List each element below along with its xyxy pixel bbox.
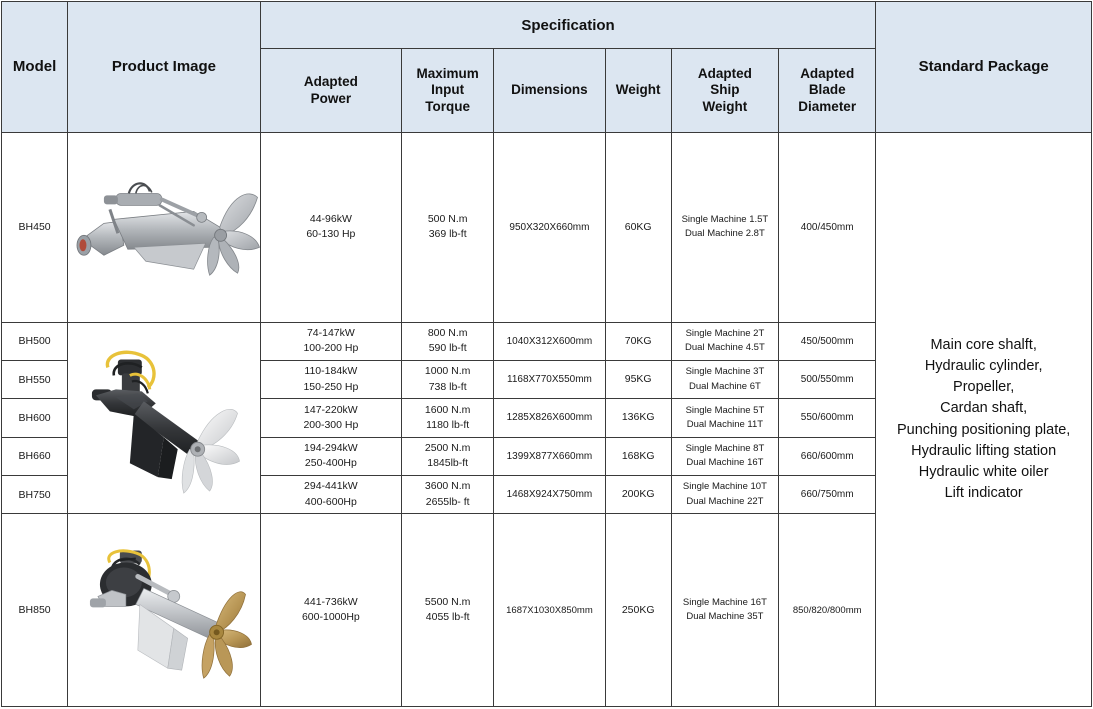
cell-max-input-torque [402, 360, 494, 398]
power-hp: 600-1000Hp [301, 611, 360, 624]
cell-adapted-power [260, 399, 401, 437]
cell-model: BH500 [2, 322, 68, 360]
cell-adapted-power [260, 437, 401, 475]
power-kw: 147-220kW [304, 403, 358, 416]
header-adapted-power [260, 49, 401, 133]
header-weight: Weight [605, 49, 671, 133]
torque-nm: 1600 N.m [424, 403, 471, 416]
power-hp: 400-600Hp [304, 495, 357, 508]
cell-model: BH750 [2, 475, 68, 513]
torque-lbft: 1180 lb-ft [426, 418, 470, 431]
power-kw: 110-184kW [304, 365, 358, 378]
list-item: Hydraulic lifting station [911, 442, 1057, 459]
torque-nm: 2500 N.m [424, 442, 471, 455]
ship-weight-single: Single Machine 8T [685, 443, 765, 454]
cell-blade-diameter: 850/820/800mm [779, 514, 876, 707]
header-dimensions: Dimensions [494, 49, 605, 133]
torque-lbft: 738 lb-ft [428, 380, 467, 393]
cell-dimensions: 1285X826X600mm [494, 399, 605, 437]
cell-adapted-power [260, 322, 401, 360]
header-ship-weight-line2: Ship [710, 82, 740, 98]
list-item: Hydraulic cylinder, [924, 358, 1043, 375]
header-specification: Specification [260, 2, 876, 49]
cell-blade-diameter: 400/450mm [779, 133, 876, 323]
ship-weight-single: Single Machine 2T [685, 328, 765, 340]
cell-adapted-ship-weight [671, 514, 778, 707]
cell-adapted-ship-weight [671, 133, 778, 323]
cell-dimensions: 1687X1030X850mm [494, 514, 605, 707]
ship-weight-dual: Dual Machine 22T [686, 495, 764, 507]
cell-blade-diameter: 500/550mm [779, 360, 876, 398]
header-adapted-power-line2: Power [310, 90, 352, 106]
cell-dimensions: 1468X924X750mm [494, 475, 605, 513]
cell-adapted-ship-weight [671, 399, 778, 437]
torque-lbft: 4055 lb-ft [425, 611, 470, 624]
header-max-input-torque-line2: Input [431, 82, 465, 98]
ship-weight-single: Single Machine 3T [685, 366, 765, 378]
cell-adapted-power [260, 133, 401, 323]
ship-weight-single: Single Machine 5T [685, 404, 765, 416]
cell-adapted-ship-weight [671, 360, 778, 398]
torque-nm: 1000 N.m [424, 365, 471, 378]
ship-weight-dual: Dual Machine 35T [686, 611, 764, 623]
cell-weight: 60KG [605, 133, 671, 323]
cell-model: BH850 [2, 514, 68, 707]
bh500-750-surface-drive-icon [68, 323, 260, 514]
cell-product-image [68, 322, 261, 514]
cell-product-image [68, 514, 261, 707]
torque-nm: 800 N.m [427, 327, 468, 340]
power-kw: 194-294kW [304, 442, 358, 455]
ship-weight-dual: Dual Machine 16T [686, 457, 764, 469]
cell-weight: 70KG [605, 322, 671, 360]
list-item: Cardan shaft, [940, 400, 1028, 417]
header-model: Model [2, 2, 68, 133]
header-adapted-power-line1: Adapted [303, 74, 358, 90]
cell-max-input-torque [402, 514, 494, 707]
bh850-surface-drive-icon [68, 514, 260, 706]
ship-weight-single: Single Machine 16T [682, 596, 767, 608]
header-blade-diameter-line3: Diameter [798, 98, 857, 114]
header-ship-weight-line3: Weight [702, 98, 748, 114]
ship-weight-dual: Dual Machine 11T [686, 418, 764, 430]
cell-adapted-power [260, 514, 401, 707]
header-ship-weight-line1: Adapted [697, 65, 752, 81]
cell-dimensions: 950X320X660mm [494, 133, 605, 323]
cell-adapted-power [260, 475, 401, 513]
cell-max-input-torque [402, 437, 494, 475]
cell-max-input-torque [402, 133, 494, 323]
torque-nm: 500 N.m [427, 213, 468, 226]
header-product-image: Product Image [68, 2, 261, 133]
header-adapted-blade-diameter [779, 49, 876, 133]
cell-adapted-power [260, 360, 401, 398]
header-max-input-torque-line1: Maximum [416, 65, 479, 81]
cell-weight: 250KG [605, 514, 671, 707]
cell-model: BH450 [2, 133, 68, 323]
torque-lbft: 2655lb- ft [425, 495, 470, 508]
power-hp: 150-250 Hp [303, 380, 359, 393]
cell-model: BH600 [2, 399, 68, 437]
cell-product-image [68, 133, 261, 323]
ship-weight-dual: Dual Machine 2.8T [685, 228, 765, 240]
cell-weight: 200KG [605, 475, 671, 513]
torque-nm: 5500 N.m [424, 595, 471, 608]
list-item: Punching positioning plate, [897, 421, 1071, 438]
power-hp: 100-200 Hp [303, 342, 359, 355]
power-kw: 74-147kW [306, 327, 355, 340]
power-hp: 200-300 Hp [303, 418, 359, 431]
list-item: Hydraulic white oiler [918, 463, 1049, 480]
cell-blade-diameter: 450/500mm [779, 322, 876, 360]
ship-weight-single: Single Machine 1.5T [681, 214, 769, 226]
cell-max-input-torque [402, 322, 494, 360]
cell-model: BH660 [2, 437, 68, 475]
cell-standard-package [876, 133, 1092, 707]
cell-adapted-ship-weight [671, 475, 778, 513]
table-body [2, 133, 1092, 707]
header-adapted-ship-weight [671, 49, 778, 133]
cell-blade-diameter: 550/600mm [779, 399, 876, 437]
bh450-surface-drive-icon [68, 133, 260, 322]
table-row [2, 133, 1092, 323]
header-standard-package: Standard Package [876, 2, 1092, 133]
power-kw: 44-96kW [309, 213, 352, 226]
torque-nm: 3600 N.m [424, 480, 471, 493]
power-kw: 294-441kW [304, 480, 358, 493]
cell-dimensions: 1168X770X550mm [494, 360, 605, 398]
cell-weight: 95KG [605, 360, 671, 398]
torque-lbft: 590 lb-ft [428, 342, 467, 355]
cell-adapted-ship-weight [671, 437, 778, 475]
cell-max-input-torque [402, 475, 494, 513]
power-hp: 60-130 Hp [306, 228, 356, 241]
header-blade-diameter-line1: Adapted [800, 65, 855, 81]
standard-package-list [876, 335, 1091, 504]
torque-lbft: 369 lb-ft [428, 228, 467, 241]
header-row-top [2, 2, 1092, 49]
torque-lbft: 1845lb-ft [427, 457, 469, 470]
header-blade-diameter-line2: Blade [808, 82, 846, 98]
cell-dimensions: 1399X877X660mm [494, 437, 605, 475]
cell-model: BH550 [2, 360, 68, 398]
cell-dimensions: 1040X312X600mm [494, 322, 605, 360]
cell-weight: 168KG [605, 437, 671, 475]
cell-blade-diameter: 660/600mm [779, 437, 876, 475]
header-max-input-torque-line3: Torque [425, 98, 471, 114]
cell-max-input-torque [402, 399, 494, 437]
ship-weight-dual: Dual Machine 4.5T [685, 342, 765, 354]
power-hp: 250-400Hp [304, 457, 357, 470]
cell-adapted-ship-weight [671, 322, 778, 360]
ship-weight-single: Single Machine 10T [682, 481, 767, 493]
header-maximum-input-torque [402, 49, 494, 133]
product-specification-table [1, 1, 1092, 707]
ship-weight-dual: Dual Machine 6T [689, 380, 761, 392]
list-item: Propeller, [953, 379, 1015, 396]
cell-blade-diameter: 660/750mm [779, 475, 876, 513]
cell-weight: 136KG [605, 399, 671, 437]
power-kw: 441-736kW [304, 595, 358, 608]
list-item: Lift indicator [944, 484, 1023, 501]
list-item: Main core shalft, [930, 336, 1037, 353]
table-header [2, 2, 1092, 133]
